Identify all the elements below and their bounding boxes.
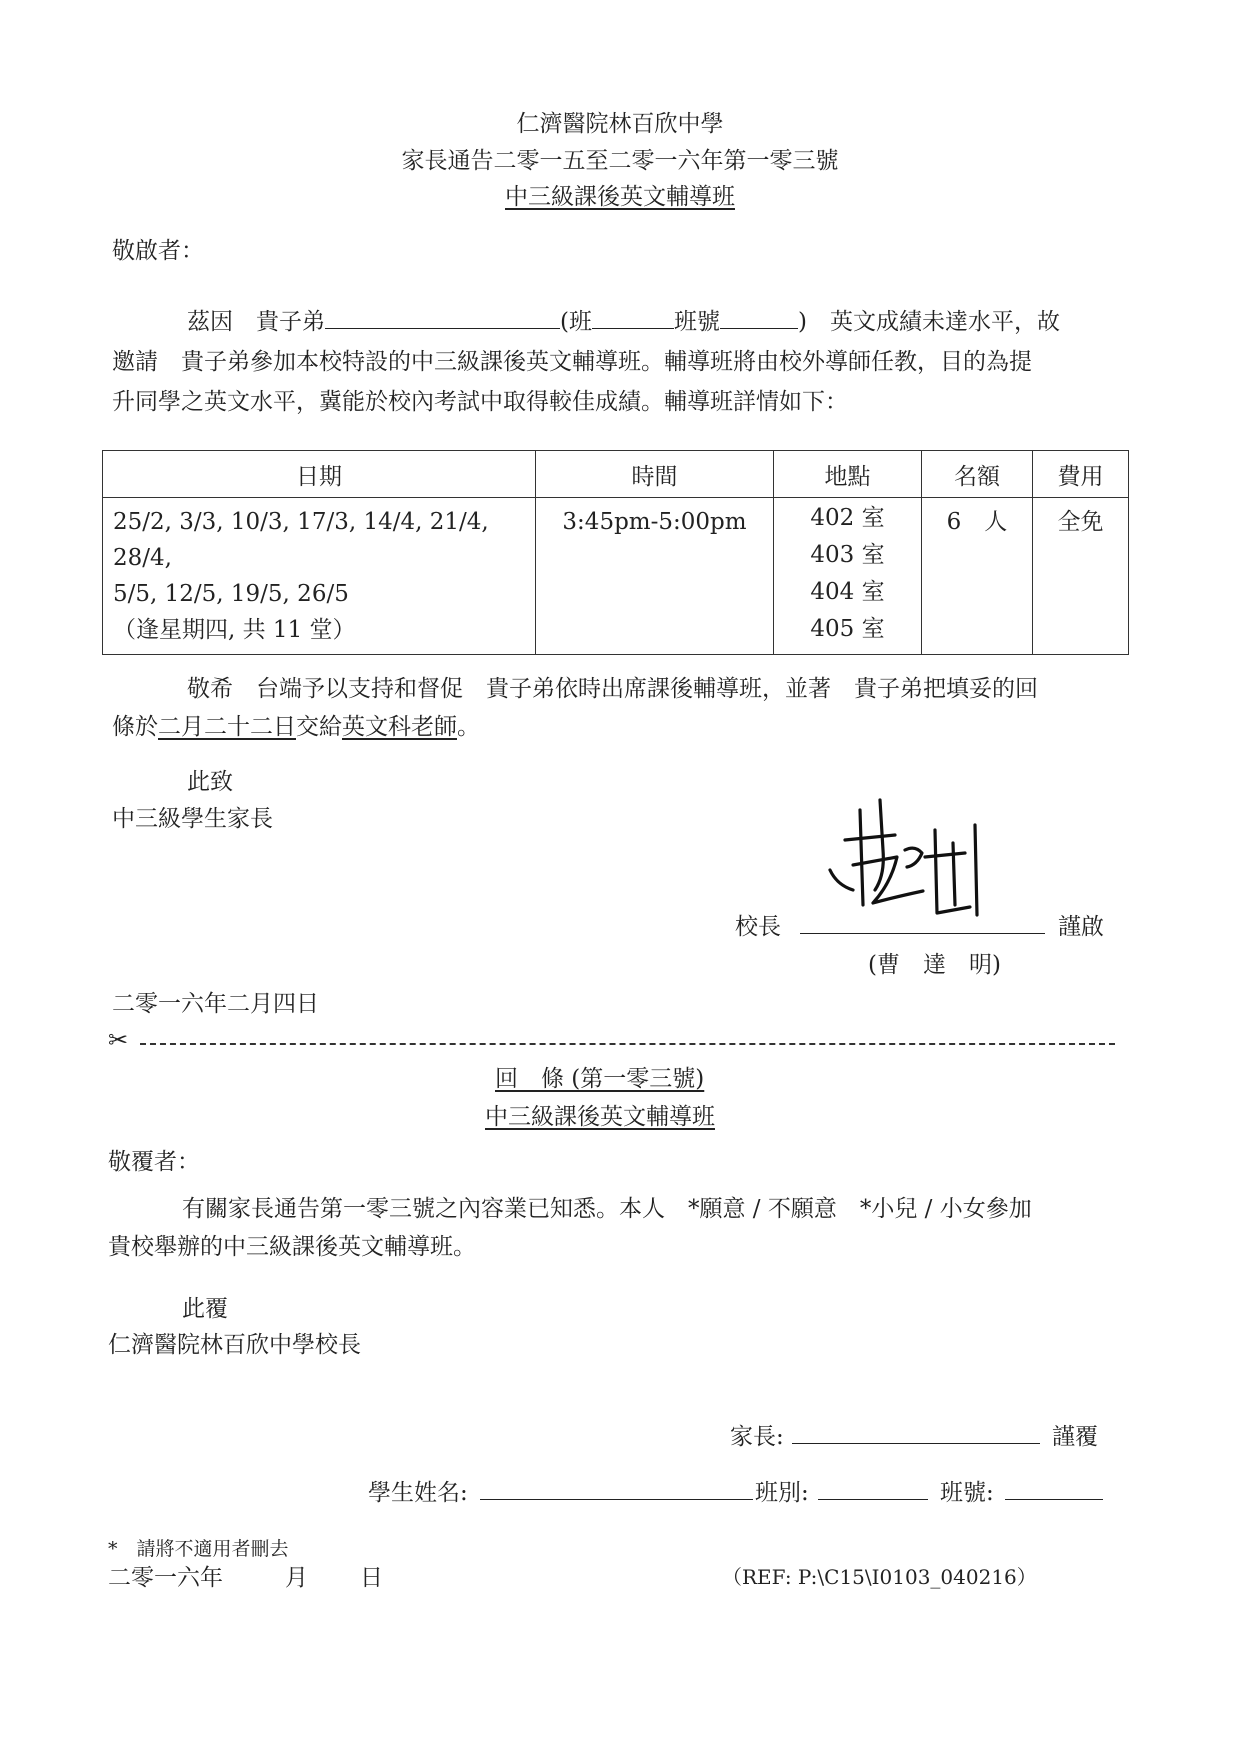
student-name-label: 學生姓名: (368, 1480, 468, 1506)
p2-text-c: 。 (457, 714, 480, 740)
header-quota: 名額 (922, 451, 1033, 498)
class-field[interactable] (818, 1499, 928, 1500)
class-label: 班別: (755, 1480, 809, 1506)
return-date: 二月二十二日 (158, 714, 296, 740)
classno-field[interactable] (1005, 1499, 1103, 1500)
p2-text-a: 條於 (112, 714, 158, 740)
reply-line-2: 貴校舉辦的中三級課後英文輔導班。 (108, 1234, 476, 1260)
principal-label: 校長 (735, 914, 781, 940)
reply-date-year: 二零一六年 (108, 1565, 223, 1591)
principal-name: (曹 達 明) (868, 952, 1001, 978)
delete-note: * 請將不適用者刪去 (108, 1538, 289, 1560)
reply-date-day: 日 (360, 1565, 383, 1591)
notice-title (0, 178, 1240, 211)
reference: （REF: P:\C15\I0103_040216） (722, 1565, 1037, 1589)
room-404: 404 室 (810, 579, 885, 605)
room-402: 402 室 (810, 505, 885, 531)
table-header-row (103, 451, 1129, 498)
table-row (103, 498, 1129, 655)
classno-blank (720, 306, 798, 329)
header-time: 時間 (536, 451, 774, 498)
p1-text-b: ) 英文成績未達水平，故 (797, 309, 1060, 335)
scissors-icon: ✂ (108, 1026, 129, 1054)
salutation: 敬啟者： (112, 238, 204, 264)
fee-cell: 全免 (1033, 498, 1129, 655)
parent-signature-field[interactable] (792, 1443, 1040, 1444)
notice-title-text: 中三級課後英文輔導班 (505, 184, 735, 210)
quota-cell: 6 人 (922, 498, 1033, 655)
student-name-blank (325, 306, 560, 329)
p1-text-a: 茲因 貴子弟 (187, 309, 325, 335)
reply-title-text: 回 條 (第一零三號) (495, 1066, 705, 1092)
reply-addressee: 仁濟醫院林百欣中學校長 (108, 1332, 361, 1358)
paragraph-2-line-1: 敬希 台端予以支持和督促 貴子弟依時出席課後輔導班，並著 貴子弟把填妥的回 (187, 676, 1038, 702)
header-fee: 費用 (1033, 451, 1129, 498)
p1-class-open: (班 (560, 309, 592, 335)
header-date: 日期 (103, 451, 536, 498)
paragraph-1-line-2: 邀請 貴子弟參加本校特設的中三級課後英文輔導班。輔導班將由校外導師任教，目的為提 (112, 349, 1032, 375)
p2-text-b: 交給 (296, 714, 342, 740)
reply-subtitle-text: 中三級課後英文輔導班 (485, 1104, 715, 1130)
room-405: 405 室 (810, 616, 885, 642)
room-403: 403 室 (810, 542, 885, 568)
student-name-field[interactable] (480, 1499, 753, 1500)
paragraph-2-line-2 (112, 708, 480, 741)
addressee: 中三級學生家長 (112, 806, 273, 832)
principal-signature-line (800, 933, 1045, 934)
header-venue: 地點 (774, 451, 922, 498)
reply-salutation: 敬覆者： (108, 1149, 200, 1175)
teacher: 英文科老師 (342, 714, 457, 740)
dates-line-2: 5/5, 12/5, 19/5, 26/5 (113, 581, 349, 607)
reply-date-month: 月 (285, 1565, 308, 1591)
school-name: 仁濟醫院林百欣中學 (516, 111, 724, 137)
closing: 此致 (187, 769, 233, 795)
paragraph-1-line-3: 升同學之英文水平，冀能於校內考試中取得較佳成績。輔導班詳情如下： (112, 389, 848, 415)
principal-closing: 謹啟 (1058, 914, 1104, 940)
schedule-table (102, 450, 1129, 655)
venue-cell (774, 498, 922, 655)
parent-label: 家長: (730, 1424, 784, 1450)
class-blank (592, 306, 674, 329)
principal-signature (825, 795, 995, 925)
classno-label: 班號: (940, 1480, 994, 1506)
dates-line-3: （逢星期四, 共 11 堂） (113, 617, 356, 643)
reply-line-1: 有關家長通告第一零三號之內容業已知悉。本人 *願意 / 不願意 *小兒 / 小女參加 (182, 1196, 1032, 1222)
notice-date: 二零一六年二月四日 (112, 991, 319, 1017)
dates-cell (103, 498, 536, 655)
time-cell: 3:45pm-5:00pm (536, 498, 774, 655)
notice-number: 家長通告二零一五至二零一六年第一零三號 (401, 148, 839, 174)
p1-classno: 班號 (673, 309, 720, 335)
parent-closing: 謹覆 (1052, 1424, 1098, 1450)
reply-subtitle (485, 1098, 715, 1131)
reply-title (495, 1060, 704, 1093)
reply-closing: 此覆 (182, 1296, 228, 1322)
dates-line-1: 25/2, 3/3, 10/3, 17/3, 14/4, 21/4, 28/4, (113, 509, 489, 571)
cut-line (140, 1043, 1115, 1045)
paragraph-1-line-1 (187, 303, 1060, 336)
